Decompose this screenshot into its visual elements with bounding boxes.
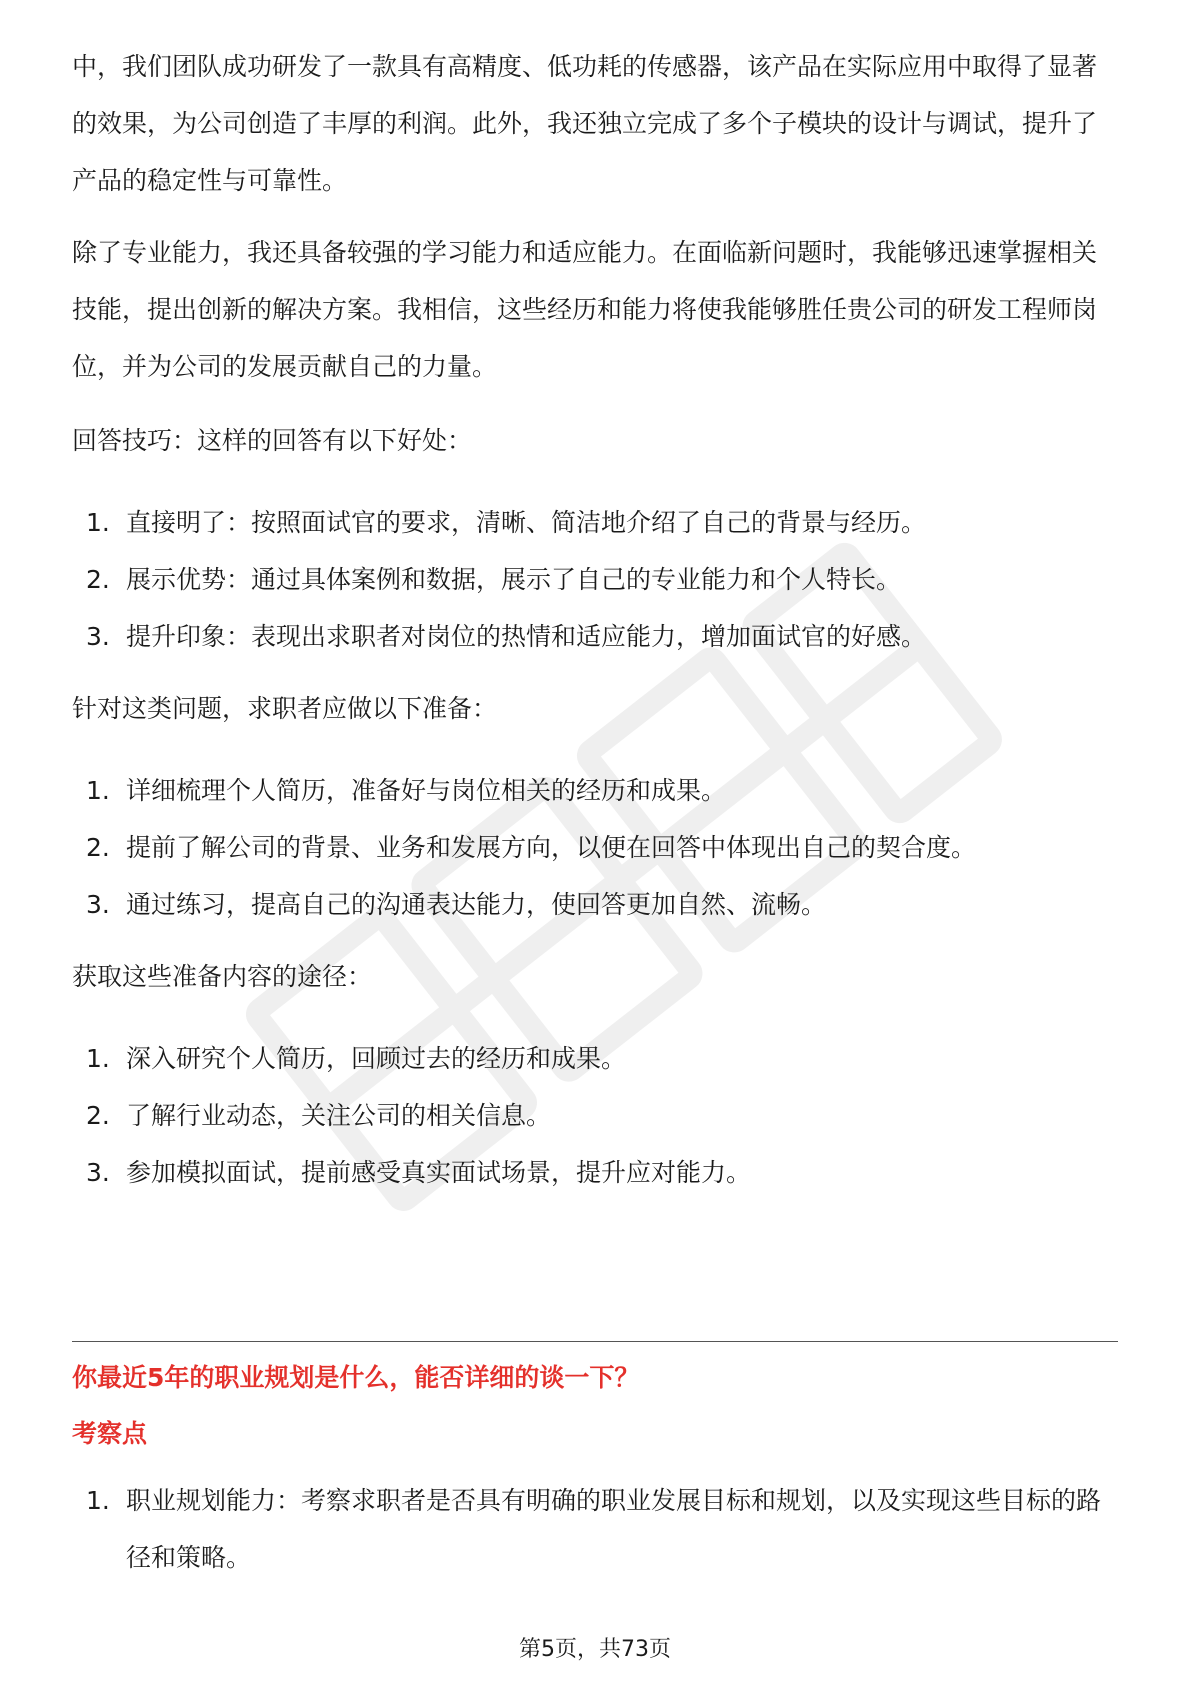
list-item-number: 2. xyxy=(86,1101,110,1130)
list-item-text: 通过练习，提高自己的沟通表达能力，使回答更加自然、流畅。 xyxy=(126,890,827,919)
list-item-text: 直接明了：按照面试官的要求，清晰、简洁地介绍了自己的背景与经历。 xyxy=(126,508,927,537)
list-item-text: 职业规划能力：考察求职者是否具有明确的职业发展目标和规划，以及实现这些目标的路径和策略。 xyxy=(126,1486,1102,1572)
list-item xyxy=(72,551,1118,608)
list-item-number: 3. xyxy=(86,890,110,919)
list-item xyxy=(72,819,1118,876)
section-divider xyxy=(72,1341,1118,1342)
question-title: 你最近5年的职业规划是什么，能否详细的谈一下？ xyxy=(72,1363,640,1392)
list-item xyxy=(72,762,1118,819)
sources-list xyxy=(72,1030,1118,1201)
list-item-text: 深入研究个人简历，回顾过去的经历和成果。 xyxy=(126,1044,627,1073)
list-item-number: 1. xyxy=(86,1486,110,1515)
list-item-number: 3. xyxy=(86,1158,110,1187)
list-item-number: 2. xyxy=(86,565,110,594)
list-item-number: 1. xyxy=(86,776,110,805)
list-item xyxy=(72,1144,1118,1201)
list-item-text: 展示优势：通过具体案例和数据，展示了自己的专业能力和个人特长。 xyxy=(126,565,902,594)
list-item-text: 参加模拟面试，提前感受真实面试场景，提升应对能力。 xyxy=(126,1158,752,1187)
assessment-list xyxy=(72,1472,1118,1586)
list-item-number: 2. xyxy=(86,833,110,862)
question-subhead: 考察点 xyxy=(72,1419,148,1448)
list-item xyxy=(72,494,1118,551)
list-item-number: 3. xyxy=(86,622,110,651)
list-item xyxy=(72,1087,1118,1144)
list-item-text: 详细梳理个人简历，准备好与岗位相关的经历和成果。 xyxy=(126,776,727,805)
tips-list xyxy=(72,494,1118,665)
prep-list xyxy=(72,762,1118,933)
tips-heading: 回答技巧：这样的回答有以下好处： xyxy=(72,426,473,455)
page-footer: 第5页，共73页 xyxy=(519,1637,671,1662)
intro-paragraph-2: 除了专业能力，我还具备较强的学习能力和适应能力。在面临新问题时，我能够迅速掌握相关技能，提出创新的解决方案。我相信，这些经历和能力将使我能够胜任贵公司的研发工程师岗位，并为公司的发展贡献自己的力量。 xyxy=(72,238,1098,381)
list-item-number: 1. xyxy=(86,508,110,537)
prep-heading: 针对这类问题，求职者应做以下准备： xyxy=(72,694,498,723)
list-item-text: 了解行业动态，关注公司的相关信息。 xyxy=(126,1101,552,1130)
list-item xyxy=(72,608,1118,665)
list-item-text: 提升印象：表现出求职者对岗位的热情和适应能力，增加面试官的好感。 xyxy=(126,622,927,651)
list-item-number: 1. xyxy=(86,1044,110,1073)
list-item-text: 提前了解公司的背景、业务和发展方向，以便在回答中体现出自己的契合度。 xyxy=(126,833,977,862)
list-item xyxy=(72,1030,1118,1087)
sources-heading: 获取这些准备内容的途径： xyxy=(72,962,373,991)
list-item xyxy=(72,876,1118,933)
list-item xyxy=(72,1472,1118,1586)
intro-paragraph-1: 中，我们团队成功研发了一款具有高精度、低功耗的传感器，该产品在实际应用中取得了显著的效果，为公司创造了丰厚的利润。此外，我还独立完成了多个子模块的设计与调试，提升了产品的稳定性与可靠性。 xyxy=(72,52,1098,195)
